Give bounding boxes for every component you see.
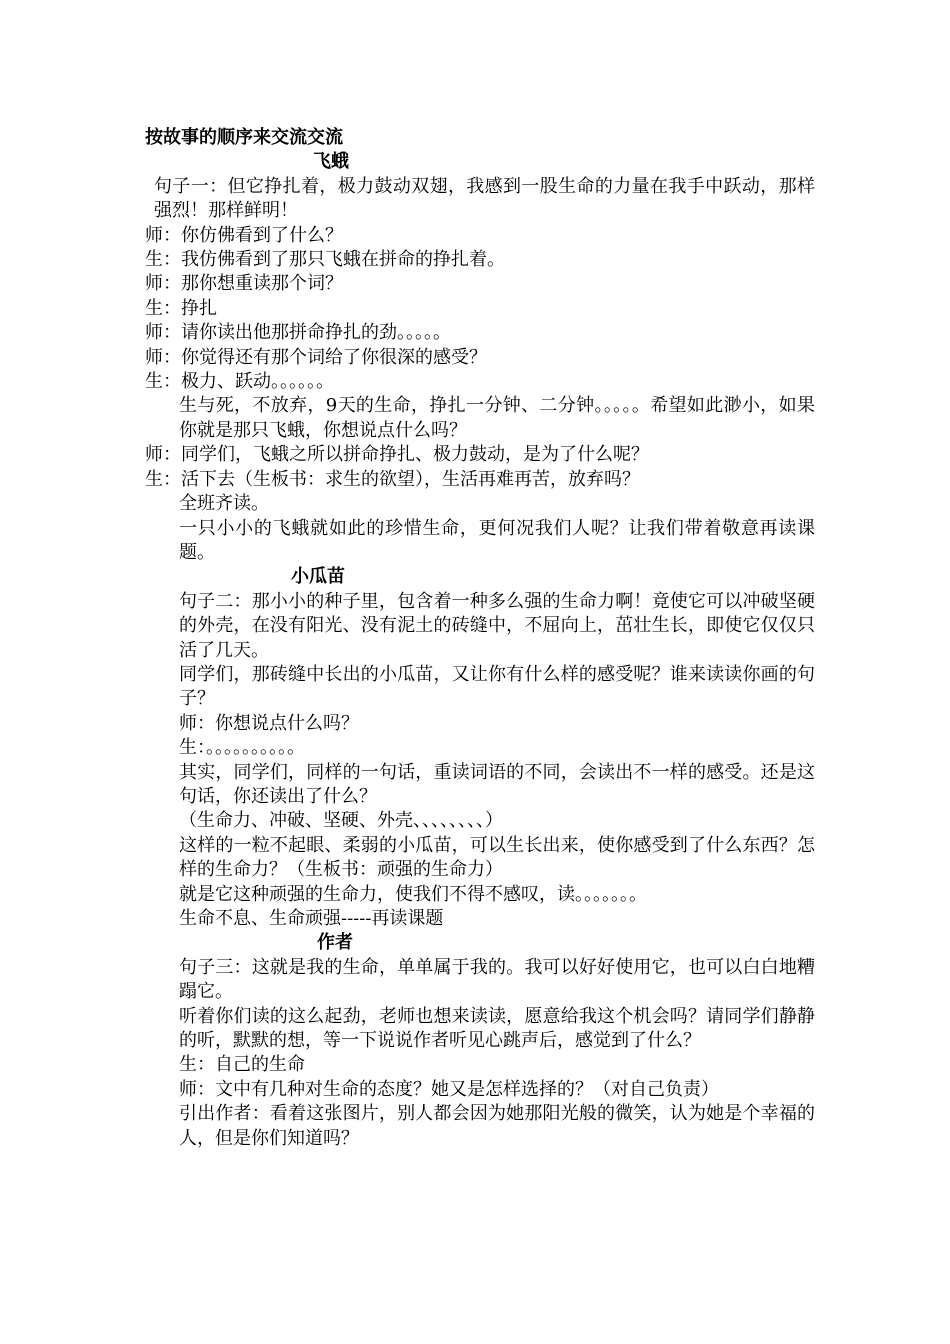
paragraph: 师：请你读出他那拼命挣扎的劲。。。。。 [145, 322, 451, 344]
paragraph: 生：挣扎 [145, 297, 217, 319]
paragraph: 句子二：那小小的种子里，包含着一种多么强的生命力啊！竟使它可以冲破坚硬的外壳，在没有阳光、没有泥土的砖缝中，不屈向上，茁壮生长，即使它仅仅只活了几天。 [179, 590, 815, 661]
paragraph: 师：同学们，飞蛾之所以拼命挣扎、极力鼓动，是为了什么呢？ [145, 444, 649, 466]
paragraph: 这样的一粒不起眼、柔弱的小瓜苗，可以生长出来，使你感受到了什么东西？怎样的生命力？（生板书：顽强的生命力） [179, 834, 815, 881]
paragraph: 生：。。。。。。。。。。 [179, 737, 305, 759]
paragraph: 句子三：这就是我的生命，单单属于我的。我可以好好使用它，也可以白白地糟蹋它。 [179, 956, 815, 1003]
section-title-moth: 飞蛾 [313, 151, 349, 173]
paragraph: （生命力、冲破、坚硬、外壳、、、、、、、、） [179, 810, 503, 832]
paragraph: 一只小小的飞蛾就如此的珍惜生命，更何况我们人呢？让我们带着敬意再读课题。 [179, 517, 815, 563]
document-heading: 按故事的顺序来交流交流 [145, 127, 343, 148]
paragraph: 其实，同学们，同样的一句话，重读词语的不同，会读出不一样的感受。还是这句话，你还读出了什么？ [179, 761, 815, 807]
paragraph: 师：你觉得还有那个词给了你很深的感受？ [145, 346, 487, 368]
paragraph: 全班齐读。 [179, 493, 269, 515]
paragraph: 生：极力、跃动。。。。。。 [145, 371, 334, 393]
section-title-melon-sprout: 小瓜苗 [291, 566, 345, 588]
paragraph: 师：文中有几种对生命的态度？她又是怎样选择的？（对自己负责） [179, 1078, 719, 1100]
paragraph: 师：你仿佛看到了什么？ [145, 224, 343, 246]
paragraph: 生：我仿佛看到了那只飞蛾在拼命的挣扎着。 [145, 249, 505, 271]
paragraph: 听着你们读的这么起劲，老师也想来读读，愿意给我这个机会吗？请同学们静静的听，默默的想，等一下说说作者听见心跳声后，感觉到了什么？ [179, 1005, 815, 1052]
paragraph: 生与死，不放弃，9天的生命，挣扎一分钟、二分钟。。。。。希望如此渺小，如果你就是那只飞蛾，你想说点什么吗？ [179, 395, 815, 441]
document-body [145, 126, 815, 1151]
section-title-author: 作者 [317, 932, 353, 954]
paragraph: 师：你想说点什么吗？ [179, 712, 359, 734]
paragraph: 生：活下去（生板书：求生的欲望），生活再难再苦，放弃吗？ [145, 468, 640, 490]
paragraph: 生：自己的生命 [179, 1054, 305, 1076]
paragraph: 生命不息、生命顽强-----再读课题 [179, 908, 444, 929]
paragraph: 就是它这种顽强的生命力，使我们不得不感叹，读。。。。。。。 [179, 883, 647, 905]
paragraph: 师：那你想重读那个词？ [145, 273, 343, 295]
paragraph: 同学们，那砖缝中长出的小瓜苗，又让你有什么样的感受呢？谁来读读你画的句子？ [179, 663, 815, 710]
paragraph: 引出作者：看着这张图片，别人都会因为她那阳光般的微笑，认为她是个幸福的人，但是你们知道吗？ [179, 1103, 815, 1149]
paragraph: 句子一：但它挣扎着，极力鼓动双翅，我感到一股生命的力量在我手中跃动，那样强烈！那样鲜明！ [154, 175, 815, 222]
